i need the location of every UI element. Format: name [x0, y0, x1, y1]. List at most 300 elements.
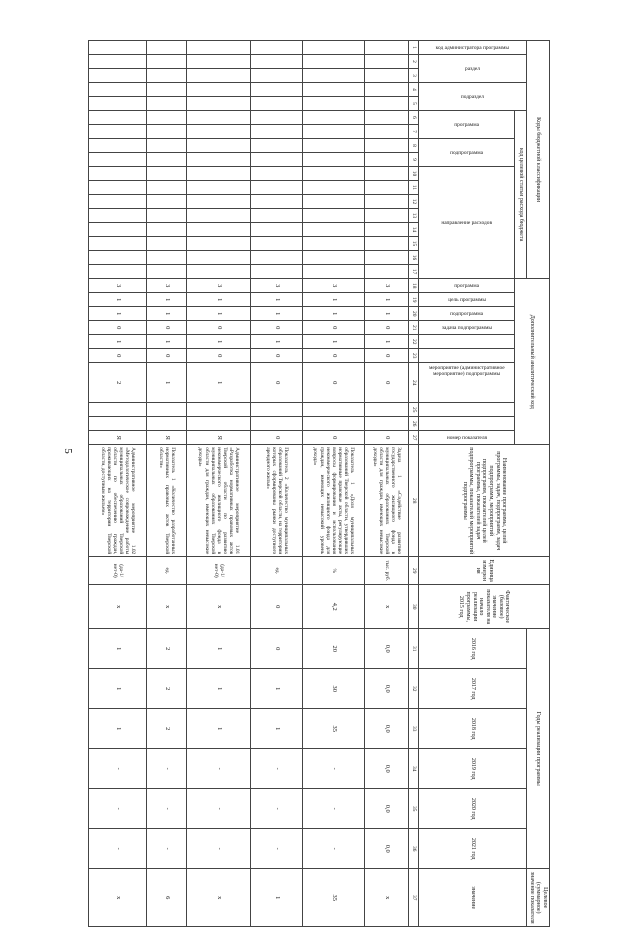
- column-number-cell: 4: [409, 83, 419, 97]
- d-task-header-2: [419, 335, 515, 349]
- analytic-code-digit: Я: [147, 431, 187, 445]
- kcsr-header: код целевой статьи расхода бюджета: [515, 111, 527, 279]
- row-year-value: 0,0: [365, 709, 409, 749]
- column-number-cell: 29: [409, 557, 419, 585]
- budget-code-cell: [147, 181, 187, 195]
- row-year-value: -: [147, 789, 187, 829]
- d-measure-header-pad: [419, 349, 515, 363]
- row-year-value: 0,0: [365, 629, 409, 669]
- d-num-pad: [419, 417, 515, 431]
- analytic-code-digit: 0: [303, 431, 365, 445]
- analytic-code-digit: 3: [147, 279, 187, 293]
- row-name: Административное мероприятие 1.01 «Разработка нормативных правовых актов Тверской области по развитию некоммерческого жилищного фонда в муниципальных образованиях Тверской области для граждан, имеющих невысокие доходы»: [187, 445, 251, 557]
- budget-code-cell: [89, 265, 147, 279]
- budget-code-cell: [365, 111, 409, 125]
- budget-code-cell: [251, 209, 303, 223]
- analytic-code-digit: [303, 417, 365, 431]
- row-year-value: 1: [89, 629, 147, 669]
- budget-code-cell: [147, 167, 187, 181]
- table-body: [89, 41, 550, 927]
- budget-code-cell: [187, 97, 251, 111]
- column-number-cell: 8: [409, 139, 419, 153]
- row-name: Показатель 1 «Количество разработанных нормативных правовых актов Тверской области»: [147, 445, 187, 557]
- column-number-cell: 32: [409, 669, 419, 709]
- d-subprogram-label: подпрограмма: [450, 310, 484, 317]
- analytic-code-digit: 1: [303, 293, 365, 307]
- year-2016-header: 2016 год: [419, 629, 527, 669]
- analytic-code-digit: 1: [147, 335, 187, 349]
- row-final-value: х: [187, 869, 251, 927]
- row-year-value: 20: [303, 629, 365, 669]
- budget-code-cell: [147, 41, 187, 55]
- budget-code-cell: [251, 69, 303, 83]
- column-number-cell: 28: [409, 445, 419, 557]
- d-num-header: [419, 431, 515, 445]
- budget-code-cell: [365, 153, 409, 167]
- analytic-code-digit: 0: [187, 349, 251, 363]
- analytic-code-digit: [147, 417, 187, 431]
- analytic-code-digit: 0: [251, 363, 303, 403]
- row-unit: %: [303, 557, 365, 585]
- analytic-code-digit: [147, 403, 187, 417]
- row-year-value: -: [303, 829, 365, 869]
- row-year-value: 0,0: [365, 749, 409, 789]
- budget-code-cell: [365, 265, 409, 279]
- program-indicators-table: [88, 40, 550, 927]
- budget-code-cell: [187, 69, 251, 83]
- row-unit: (да-1/ нет-0): [187, 557, 251, 585]
- column-number-cell: 6: [409, 111, 419, 125]
- row-year-value: 1: [251, 709, 303, 749]
- budget-code-cell: [89, 181, 147, 195]
- budget-code-cell: [89, 139, 147, 153]
- column-number-cell: 26: [409, 417, 419, 431]
- budget-code-cell: [187, 195, 251, 209]
- analytic-code-digit: 0: [303, 321, 365, 335]
- budget-code-cell: [187, 83, 251, 97]
- budget-code-cell: [303, 125, 365, 139]
- budget-code-cell: [89, 125, 147, 139]
- budget-code-cell: [251, 153, 303, 167]
- analytic-code-digit: [365, 417, 409, 431]
- analytic-code-digit: 0: [251, 349, 303, 363]
- program-code-header: [419, 111, 515, 139]
- analytic-code-digit: 0: [89, 349, 147, 363]
- row-year-value: 2: [147, 669, 187, 709]
- row-name: Задача 1 «Содействие развитию государственного жилищного фонда в муниципальных образованиях Тверской области для граждан, имеющих невысокие доходы»: [365, 445, 409, 557]
- analytic-code-digit: [89, 403, 147, 417]
- budget-code-cell: [147, 237, 187, 251]
- row-year-value: 1: [89, 709, 147, 749]
- subprogram-code-header: [419, 139, 515, 167]
- d-goal-label: цель программы: [447, 296, 486, 303]
- budget-code-cell: [187, 139, 251, 153]
- analytic-code-digit: 0: [251, 321, 303, 335]
- row-year-value: 1: [187, 709, 251, 749]
- row-year-value: -: [303, 789, 365, 829]
- analytic-code-digit: 1: [251, 307, 303, 321]
- budget-code-cell: [303, 237, 365, 251]
- direction-code-label: направление расходов: [441, 219, 493, 226]
- budget-code-cell: [365, 125, 409, 139]
- budget-code-cell: [89, 209, 147, 223]
- budget-code-cell: [147, 139, 187, 153]
- analytic-code-digit: 0: [365, 349, 409, 363]
- budget-code-cell: [147, 251, 187, 265]
- analytic-code-digit: 0: [147, 349, 187, 363]
- table-row: [89, 41, 147, 927]
- budget-code-cell: [187, 223, 251, 237]
- budget-code-cell: [365, 251, 409, 265]
- column-number-cell: 23: [409, 349, 419, 363]
- row-base-value: х: [365, 585, 409, 629]
- d-program-label: программа: [454, 282, 480, 289]
- column-number-cell: 14: [409, 223, 419, 237]
- analytic-code-digit: 3: [251, 279, 303, 293]
- budget-code-cell: [365, 195, 409, 209]
- row-year-value: 1: [89, 669, 147, 709]
- analytic-code-digit: 1: [187, 363, 251, 403]
- column-number-cell: 16: [409, 251, 419, 265]
- budget-code-cell: [303, 195, 365, 209]
- column-number-cell: 30: [409, 585, 419, 629]
- analytic-code-digit: [251, 403, 303, 417]
- budget-code-cell: [251, 83, 303, 97]
- column-number-cell: 34: [409, 749, 419, 789]
- column-number-cell: 1: [409, 41, 419, 55]
- row-year-value: -: [187, 789, 251, 829]
- analytic-code-digit: 1: [187, 293, 251, 307]
- budget-code-cell: [147, 209, 187, 223]
- podrazdel-header: [419, 83, 527, 111]
- column-number-cell: 5: [409, 97, 419, 111]
- column-number-cell: 35: [409, 789, 419, 829]
- budget-code-cell: [251, 139, 303, 153]
- analytic-code-digit: 3: [187, 279, 251, 293]
- budget-code-cell: [365, 97, 409, 111]
- budget-code-cell: [147, 55, 187, 69]
- row-year-value: -: [147, 749, 187, 789]
- row-unit: ед.: [251, 557, 303, 585]
- analytic-code-digit: 0: [187, 321, 251, 335]
- column-number-cell: 2: [409, 55, 419, 69]
- analytic-code-digit: 1: [365, 335, 409, 349]
- budget-code-cell: [89, 223, 147, 237]
- final-header: Целевое (суммарное) значение показателя: [527, 869, 550, 927]
- row-base-value: х: [89, 585, 147, 629]
- budget-code-cell: [303, 181, 365, 195]
- analytic-code-digit: 1: [89, 335, 147, 349]
- budget-code-cell: [303, 153, 365, 167]
- budget-code-cell: [251, 97, 303, 111]
- analytic-code-digit: 1: [147, 307, 187, 321]
- final-value-header: значение: [419, 869, 527, 927]
- column-number-cell: 17: [409, 265, 419, 279]
- analytic-code-digit: 0: [365, 431, 409, 445]
- d-goal-header: [419, 293, 515, 307]
- name-header: [419, 445, 550, 557]
- row-final-value: 35: [303, 869, 365, 927]
- analytic-code-digit: 1: [365, 293, 409, 307]
- analytic-code-digit: 3: [365, 279, 409, 293]
- budget-code-cell: [365, 209, 409, 223]
- column-number-cell: 13: [409, 209, 419, 223]
- budget-code-cell: [303, 223, 365, 237]
- rotated-table-container: [99, 40, 550, 924]
- year-2018-header: 2018 год: [419, 709, 527, 749]
- column-number-cell: 12: [409, 195, 419, 209]
- column-number-cell: 36: [409, 829, 419, 869]
- budget-code-cell: [303, 251, 365, 265]
- row-year-value: -: [251, 789, 303, 829]
- row-unit: (да-1/ нет-0): [89, 557, 147, 585]
- row-year-value: 1: [251, 669, 303, 709]
- budget-code-cell: [187, 111, 251, 125]
- year-2019-header: 2019 год: [419, 749, 527, 789]
- direction-code-header: [419, 167, 515, 279]
- program-code-label: программа: [454, 121, 480, 128]
- budget-code-cell: [187, 237, 251, 251]
- budget-code-cell: [89, 69, 147, 83]
- analytic-code-digit: 0: [365, 321, 409, 335]
- budget-code-cell: [89, 111, 147, 125]
- row-unit: ед.: [147, 557, 187, 585]
- budget-code-cell: [89, 237, 147, 251]
- budget-code-cell: [365, 83, 409, 97]
- table-row: [147, 41, 187, 927]
- budget-code-cell: [89, 153, 147, 167]
- analytic-code-digit: 1: [303, 335, 365, 349]
- base-header: Фактическое (базовое) значение показателя на начало реализации программы, 2015 год: [419, 585, 550, 629]
- analytic-code-digit: 1: [365, 307, 409, 321]
- row-final-value: 1: [251, 869, 303, 927]
- analytic-code-digit: [187, 417, 251, 431]
- budget-code-cell: [147, 125, 187, 139]
- razdel-header: [419, 55, 527, 83]
- budget-codes-header: Коды бюджетной классификации: [527, 41, 550, 279]
- d-measure-label: мероприятие (административное мероприятие) подпрограммы: [428, 365, 505, 378]
- column-number-cell: 3: [409, 69, 419, 83]
- row-year-value: 2: [147, 709, 187, 749]
- budget-code-cell: [303, 83, 365, 97]
- row-year-value: -: [303, 749, 365, 789]
- row-year-value: 1: [187, 629, 251, 669]
- row-base-value: х: [187, 585, 251, 629]
- name-header-text: Наименование программы, целей программы, задач, подпрограмм, задач подпрограмм, мероприятий подпрограмм, показателей целей программы, показателей задач подпрограммы, показателей мероприятий подпрограммы: [461, 447, 508, 555]
- d-subprogram-header: [419, 307, 515, 321]
- budget-code-cell: [187, 265, 251, 279]
- analytic-code-digit: 1: [147, 293, 187, 307]
- analytic-code-digit: Я: [187, 431, 251, 445]
- budget-code-cell: [251, 223, 303, 237]
- budget-code-cell: [187, 153, 251, 167]
- budget-code-cell: [251, 111, 303, 125]
- budget-code-cell: [89, 83, 147, 97]
- row-base-value: 0: [251, 585, 303, 629]
- analytic-code-digit: 0: [251, 431, 303, 445]
- year-2020-header: 2020 год: [419, 789, 527, 829]
- budget-code-cell: [303, 139, 365, 153]
- budget-code-cell: [365, 139, 409, 153]
- d-task-header: [419, 321, 515, 335]
- budget-code-cell: [147, 223, 187, 237]
- budget-code-cell: [303, 167, 365, 181]
- years-header: Годы реализации программы: [527, 629, 550, 869]
- column-number-cell: 10: [409, 167, 419, 181]
- row-year-value: -: [89, 789, 147, 829]
- analytic-code-digit: 1: [187, 307, 251, 321]
- budget-code-cell: [251, 265, 303, 279]
- analytic-code-digit: [89, 417, 147, 431]
- budget-code-cell: [303, 41, 365, 55]
- column-number-cell: 9: [409, 153, 419, 167]
- row-year-value: 0,0: [365, 829, 409, 869]
- row-year-value: -: [187, 829, 251, 869]
- budget-code-cell: [251, 195, 303, 209]
- budget-code-cell: [251, 55, 303, 69]
- analytic-code-digit: 3: [89, 279, 147, 293]
- budget-code-cell: [187, 41, 251, 55]
- budget-code-cell: [187, 209, 251, 223]
- analytic-code-digit: 2: [89, 363, 147, 403]
- analytic-code-digit: 3: [303, 279, 365, 293]
- budget-code-cell: [365, 41, 409, 55]
- column-number-cell: 11: [409, 181, 419, 195]
- row-base-value: х: [147, 585, 187, 629]
- row-final-value: 6: [147, 869, 187, 927]
- analytic-code-digit: 1: [89, 293, 147, 307]
- analytic-code-digit: 1: [147, 363, 187, 403]
- row-year-value: 0: [251, 629, 303, 669]
- budget-code-cell: [187, 181, 251, 195]
- budget-code-cell: [147, 97, 187, 111]
- budget-code-cell: [303, 55, 365, 69]
- analytic-code-digit: 0: [303, 363, 365, 403]
- row-name: Показатель 2 «Количество муниципальных образований Тверской области, на территории которых сформированы рынки доступного арендного жилья»: [251, 445, 303, 557]
- podrazdel-label: подраздел: [461, 93, 485, 100]
- budget-code-cell: [89, 195, 147, 209]
- row-year-value: 35: [303, 709, 365, 749]
- analytic-code-digit: [187, 403, 251, 417]
- budget-code-cell: [89, 97, 147, 111]
- table-row: [187, 41, 251, 927]
- d-measure-header-2: [419, 403, 515, 417]
- budget-code-cell: [365, 223, 409, 237]
- budget-code-cell: [251, 181, 303, 195]
- year-2021-header: 2021 год: [419, 829, 527, 869]
- column-number-cell: 27: [409, 431, 419, 445]
- budget-code-cell: [147, 83, 187, 97]
- row-final-value: х: [89, 869, 147, 927]
- budget-code-cell: [365, 69, 409, 83]
- budget-code-cell: [147, 153, 187, 167]
- analytic-code-digit: [365, 403, 409, 417]
- row-year-value: -: [147, 829, 187, 869]
- budget-code-cell: [89, 167, 147, 181]
- column-number-cell: 22: [409, 335, 419, 349]
- budget-code-cell: [89, 251, 147, 265]
- subprogram-code-label: подпрограмма: [450, 149, 484, 156]
- column-number-cell: 25: [409, 403, 419, 417]
- analytic-code-digit: 0: [365, 363, 409, 403]
- column-number-cell: 24: [409, 363, 419, 403]
- budget-code-cell: [251, 167, 303, 181]
- budget-code-cell: [303, 97, 365, 111]
- analytic-code-digit: [251, 417, 303, 431]
- column-number-cell: 18: [409, 279, 419, 293]
- unit-header: Единица измерения: [419, 557, 550, 585]
- row-base-value: 4,2: [303, 585, 365, 629]
- table-row: [303, 41, 365, 927]
- column-number-cell: 37: [409, 869, 419, 927]
- d-measure-header: [419, 363, 515, 403]
- razdel-label: раздел: [465, 65, 481, 72]
- row-year-value: 2: [147, 629, 187, 669]
- budget-code-cell: [147, 111, 187, 125]
- row-unit: тыс. руб.: [365, 557, 409, 585]
- budget-code-cell: [365, 181, 409, 195]
- column-number-cell: 33: [409, 709, 419, 749]
- analytic-code-digit: 0: [147, 321, 187, 335]
- analytic-code-digit: [303, 403, 365, 417]
- row-year-value: 0,0: [365, 789, 409, 829]
- table-row: [251, 41, 303, 927]
- row-year-value: 30: [303, 669, 365, 709]
- column-number-cell: 7: [409, 125, 419, 139]
- budget-code-cell: [365, 237, 409, 251]
- row-year-value: -: [89, 749, 147, 789]
- row-year-value: 0,0: [365, 669, 409, 709]
- row-year-value: -: [89, 829, 147, 869]
- budget-code-cell: [251, 237, 303, 251]
- row-year-value: -: [251, 749, 303, 789]
- year-2017-header: 2017 год: [419, 669, 527, 709]
- budget-code-cell: [365, 167, 409, 181]
- budget-code-cell: [147, 195, 187, 209]
- d-program-header: [419, 279, 515, 293]
- analytic-code-digit: 0: [89, 321, 147, 335]
- d-task-label: задача подпрограммы: [441, 324, 492, 331]
- column-number-cell: 31: [409, 629, 419, 669]
- budget-code-cell: [89, 41, 147, 55]
- page-number: 5: [62, 448, 74, 454]
- row-name: Административное мероприятие 1.02 «Методологическое сопровождение работы муниципальных образований Тверской области по обеспечению граждан, проживающих на территории Тверской области, доступным жильем»: [89, 445, 147, 557]
- column-number-cell: 15: [409, 237, 419, 251]
- budget-code-cell: [251, 251, 303, 265]
- budget-code-cell: [187, 125, 251, 139]
- analytic-code-digit: 1: [303, 307, 365, 321]
- analytic-code-digit: 1: [89, 307, 147, 321]
- column-number-cell: 20: [409, 307, 419, 321]
- budget-code-cell: [303, 265, 365, 279]
- analytic-code-digit: 0: [303, 349, 365, 363]
- budget-code-cell: [147, 69, 187, 83]
- row-year-value: -: [187, 749, 251, 789]
- budget-code-cell: [251, 125, 303, 139]
- column-numbers-row: [409, 41, 419, 927]
- analytic-code-digit: Я: [89, 431, 147, 445]
- row-name: Показатель 1 «Доля муниципальных образований Тверской области, утвердивших нормативные правовые акты, регулирующие вопросы формирования и использования некоммерческого жилищного фонда для граждан, имеющих невысокий уровень дохода»: [303, 445, 365, 557]
- budget-code-cell: [303, 111, 365, 125]
- admin-code-label: код администратора программы: [436, 44, 510, 51]
- budget-code-cell: [89, 55, 147, 69]
- column-number-cell: 21: [409, 321, 419, 335]
- budget-code-cell: [251, 41, 303, 55]
- analytic-code-digit: 1: [251, 335, 303, 349]
- d-num-label: номер показателя: [446, 434, 487, 441]
- budget-code-cell: [303, 69, 365, 83]
- row-final-value: х: [365, 869, 409, 927]
